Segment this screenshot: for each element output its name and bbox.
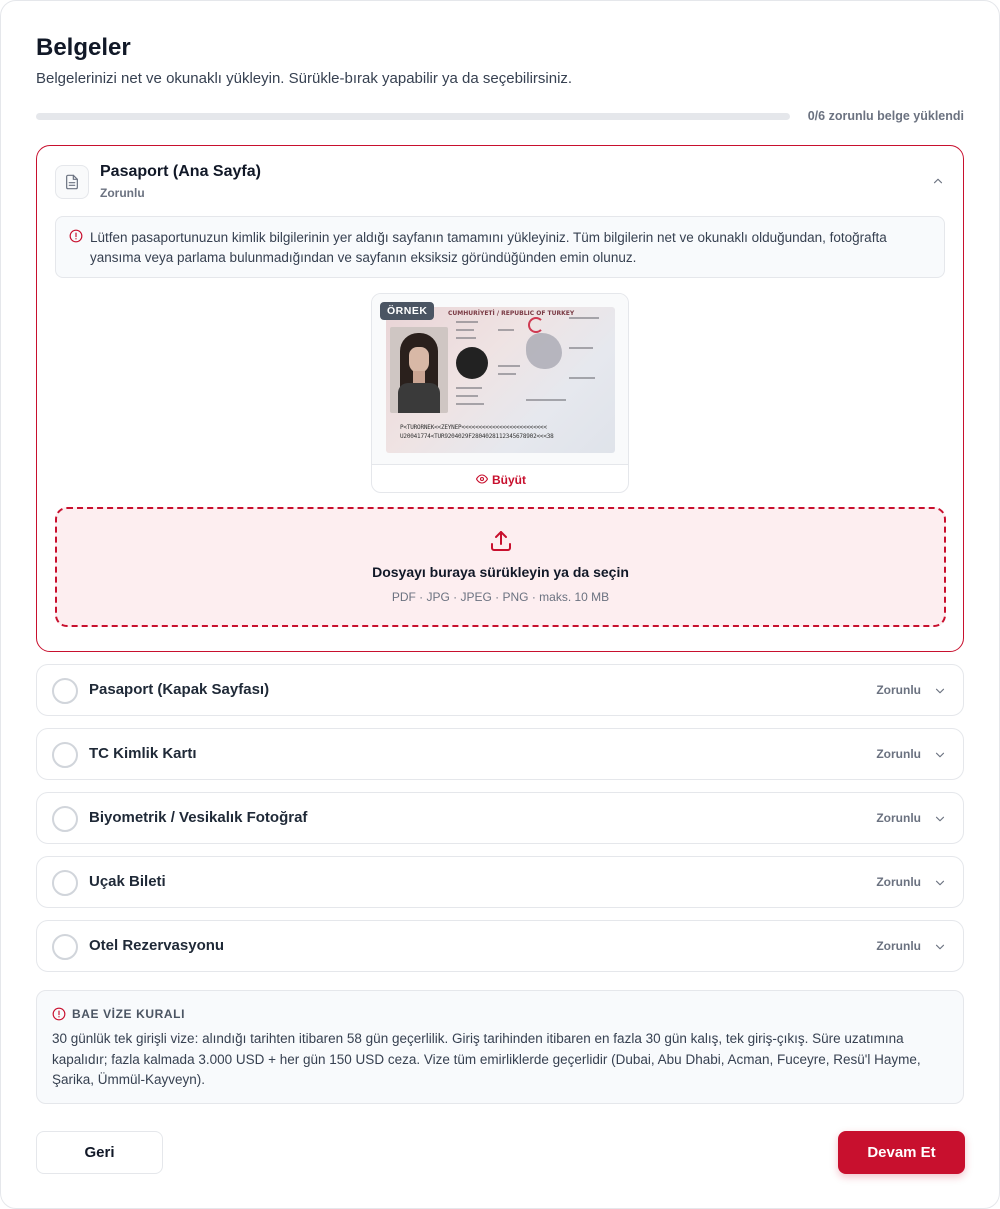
page-subtitle: Belgelerinizi net ve okunaklı yükleyin. Sürükle-bırak yapabilir ya da seçebilirsiniz. bbox=[36, 70, 573, 87]
upload-progress-text: 0/6 zorunlu belge yüklendi bbox=[807, 109, 964, 123]
status-circle-icon bbox=[52, 742, 78, 768]
chevron-down-icon bbox=[933, 812, 947, 831]
passport-emblem-icon bbox=[456, 347, 488, 379]
upload-progress-bar bbox=[36, 113, 790, 120]
document-row-label: Uçak Bileti bbox=[89, 873, 166, 890]
back-button[interactable]: Geri bbox=[36, 1131, 163, 1174]
enlarge-button[interactable] bbox=[372, 464, 629, 493]
document-row-id-card[interactable] bbox=[36, 728, 964, 780]
document-row-hotel-reservation[interactable] bbox=[36, 920, 964, 972]
document-info-box bbox=[55, 216, 945, 278]
document-row-biometric-photo[interactable] bbox=[36, 792, 964, 844]
status-circle-icon bbox=[52, 678, 78, 704]
chevron-down-icon bbox=[933, 876, 947, 895]
passport-stamp bbox=[526, 333, 562, 369]
visa-rule-text: 30 günlük tek girişli vize: alındığı tarihten itibaren 58 gün geçerlilik. Giriş tarihinden itibaren en fazla 30 gün kalış, tek giriş-çıkış. Süre uzatımına kapalıdır; fazla kalmada 3.000 USD + her gün 150 USD ceza. Vize tüm emirliklerde geçerlidir (Dubai, Abu Dhabi, Acman, Fuceyre, Resü'l Hayme, Şarika, Ümmül-Kayveyn). bbox=[52, 1031, 921, 1087]
chevron-down-icon bbox=[933, 940, 947, 959]
document-row-passport-cover[interactable] bbox=[36, 664, 964, 716]
upload-icon bbox=[489, 529, 513, 558]
status-circle-icon bbox=[52, 870, 78, 896]
document-row-label: Pasaport (Kapak Sayfası) bbox=[89, 681, 270, 698]
collapse-chevron-up-icon[interactable] bbox=[931, 174, 945, 193]
document-row-requirement: Zorunlu bbox=[876, 683, 921, 697]
passport-mrz: P<TURORNEK<<ZEYNEP<<<<<<<<<<<<<<<<<<<<<<<<< U20041774<TUR9204029F2804028112345678902<<<38 bbox=[400, 424, 554, 440]
visa-rule-box bbox=[36, 990, 964, 1104]
enlarge-label: Büyüt bbox=[492, 473, 526, 487]
document-row-flight-ticket[interactable] bbox=[36, 856, 964, 908]
chevron-down-icon bbox=[933, 748, 947, 767]
status-circle-icon bbox=[52, 934, 78, 960]
page-title: Belgeler bbox=[36, 34, 131, 61]
passport-photo bbox=[390, 327, 448, 413]
document-info-text: Lütfen pasaportunuzun kimlik bilgilerinin yer aldığı sayfanın tamamını yükleyiniz. Tüm bilgilerin net ve okunaklı olduğundan, fotoğrafta yansıma veya parlama bulunmadığından ve sayfanın eksiksiz göründüğünden emin olunuz. bbox=[90, 230, 887, 265]
document-requirement: Zorunlu bbox=[100, 186, 145, 200]
dropzone-title: Dosyayı buraya sürükleyin ya da seçin bbox=[372, 564, 629, 580]
document-row-requirement: Zorunlu bbox=[876, 811, 921, 825]
sample-image-area[interactable] bbox=[372, 294, 629, 464]
info-circle-icon bbox=[52, 1007, 66, 1026]
passport-header-text: CUMHURİYETİ / REPUBLIC OF TURKEY bbox=[448, 310, 575, 317]
document-row-label: Biyometrik / Vesikalık Fotoğraf bbox=[89, 809, 308, 826]
continue-button[interactable]: Devam Et bbox=[838, 1131, 965, 1174]
status-circle-icon bbox=[52, 806, 78, 832]
eye-icon bbox=[476, 473, 488, 488]
sample-image-card bbox=[371, 293, 629, 493]
document-row-label: Otel Rezervasyonu bbox=[89, 937, 225, 954]
sample-passport-image bbox=[386, 307, 615, 453]
chevron-down-icon bbox=[933, 684, 947, 703]
document-row-requirement: Zorunlu bbox=[876, 747, 921, 761]
dropzone-file-types: PDF · JPG · JPEG · PNG · maks. 10 MB bbox=[391, 590, 610, 604]
document-row-requirement: Zorunlu bbox=[876, 939, 921, 953]
document-row-requirement: Zorunlu bbox=[876, 875, 921, 889]
document-title: Pasaport (Ana Sayfa) bbox=[100, 163, 261, 180]
document-icon bbox=[55, 165, 89, 199]
crescent-icon bbox=[528, 317, 544, 333]
file-dropzone[interactable] bbox=[55, 507, 946, 627]
sample-badge: ÖRNEK bbox=[380, 302, 434, 320]
document-row-label: TC Kimlik Kartı bbox=[89, 745, 197, 762]
document-card-passport-main bbox=[36, 145, 964, 652]
info-circle-icon bbox=[69, 229, 83, 249]
visa-rule-title: BAE VİZE KURALI bbox=[72, 1007, 186, 1021]
